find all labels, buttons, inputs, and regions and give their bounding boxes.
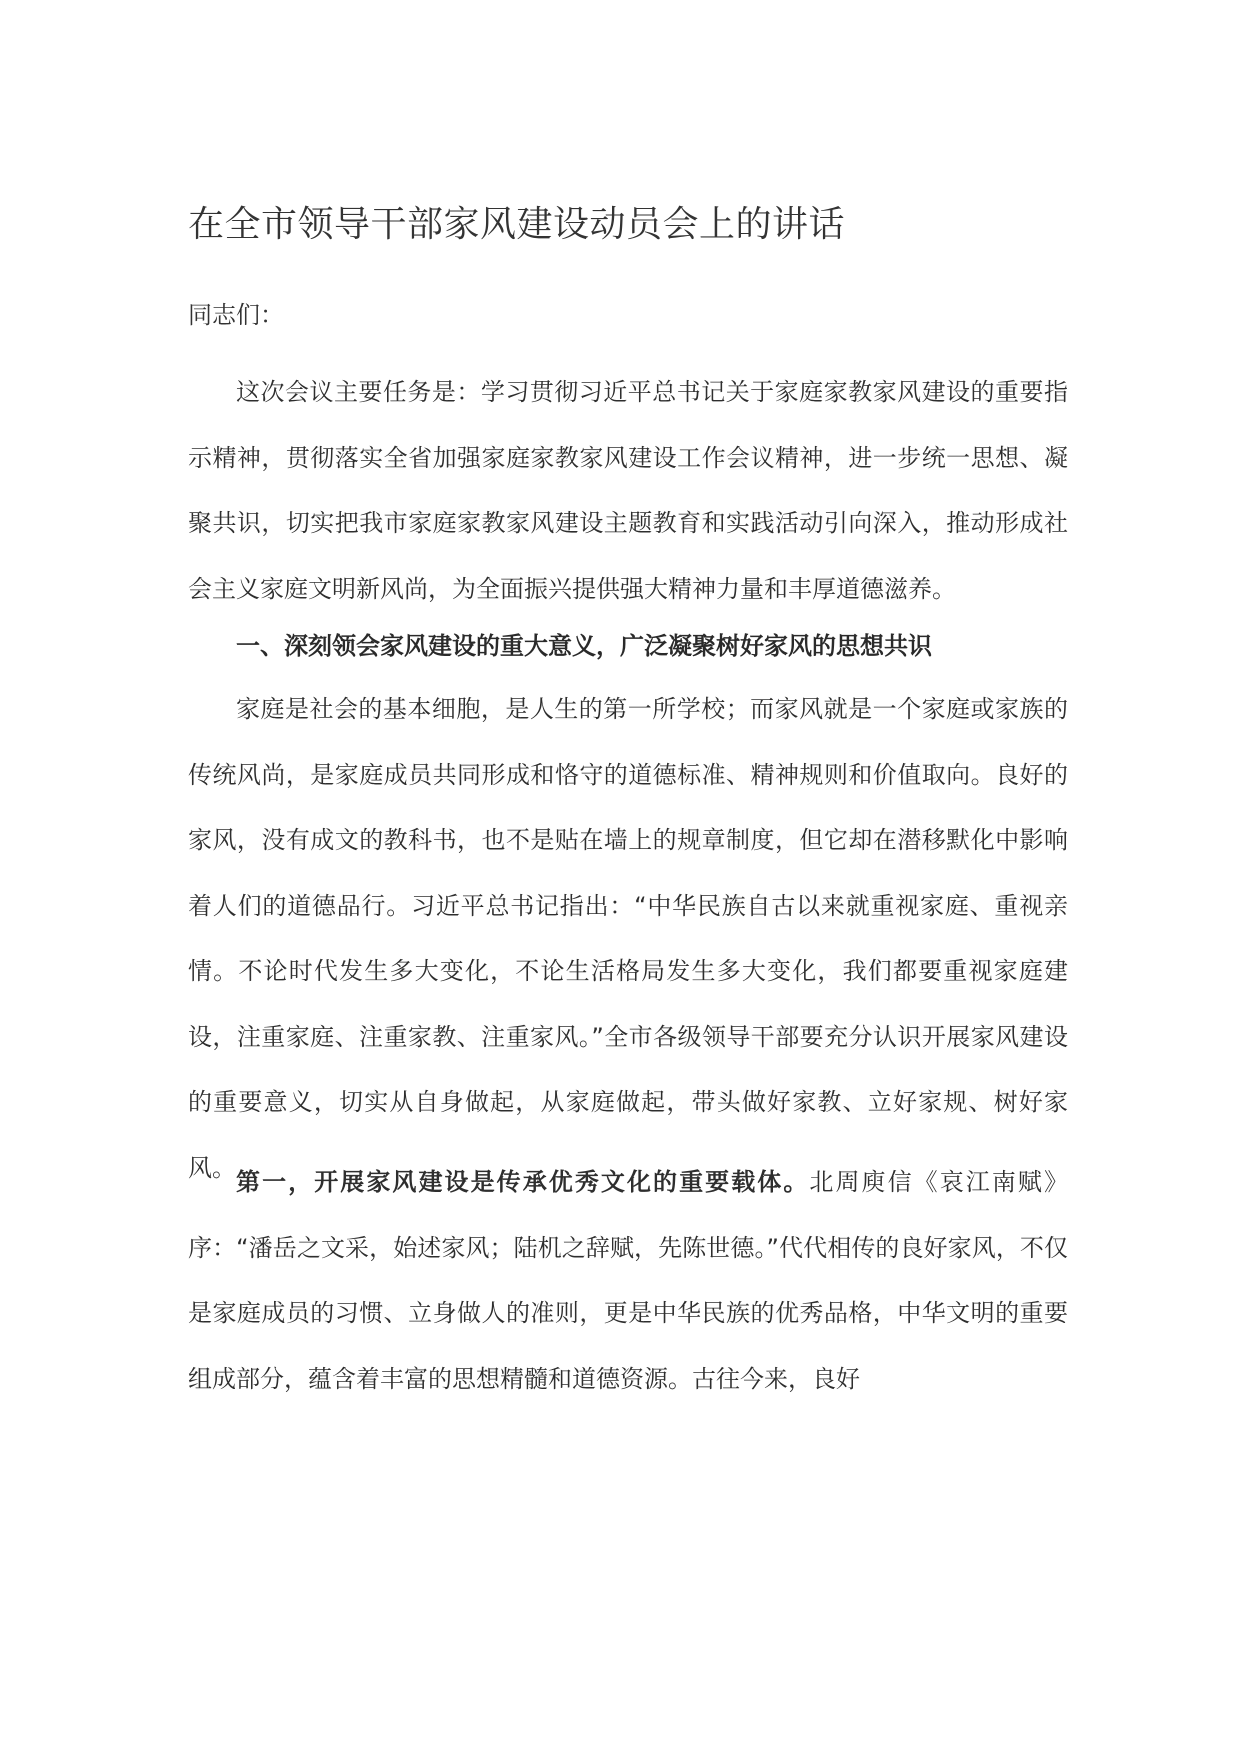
section-heading-1: 一、深刻领会家风建设的重大意义，广泛凝聚树好家风的思想共识 bbox=[236, 632, 932, 660]
document-page bbox=[188, 0, 1068, 1754]
paragraph-intro: 这次会议主要任务是：学习贯彻习近平总书记关于家庭家教家风建设的重要指示精神，贯彻落实全省加强家庭家教家风建设工作会议精神，进一步统一思想、凝聚共识，切实把我市家庭家教家风建设主题教育和实践活动引向深入，推动形成社会主义家庭文明新风尚，为全面振兴提供强大精神力量和丰厚道德滋养。 bbox=[188, 378, 1068, 603]
paragraph-first-point bbox=[188, 1150, 1068, 1412]
paragraph-body-text: 北周庾信《哀江南赋》序：“潘岳之文采，始述家风；陆机之辞赋，先陈世德。”代代相传的良好家风，不仅是家庭成员的习惯、立身做人的准则，更是中华民族的优秀品格，中华文明的重要组成部分，蕴含着丰富的思想精髓和道德资源。古往今来，良好 bbox=[188, 1168, 1069, 1393]
salutation: 同志们： bbox=[188, 301, 284, 329]
paragraph-family-significance: 家庭是社会的基本细胞，是人生的第一所学校；而家风就是一个家庭或家族的传统风尚，是家庭成员共同形成和恪守的道德标准、精神规则和价值取向。良好的家风，没有成文的教科书，也不是贴在墙上的规章制度，但它却在潜移默化中影响着人们的道德品行。习近平总书记指出：“中华民族自古以来就重视家庭、重视亲情。不论时代发生多大变化，不论生活格局发生多大变化，我们都要重视家庭建设，注重家庭、注重家教、注重家风。”全市各级领导干部要充分认识开展家风建设的重要意义，切实从自身做起，从家庭做起，带头做好家教、立好家规、树好家风。 bbox=[188, 695, 1068, 1182]
document-title: 在全市领导干部家风建设动员会上的讲话 bbox=[188, 204, 846, 245]
paragraph-lead-sentence: 第一，开展家风建设是传承优秀文化的重要载体。 bbox=[236, 1168, 810, 1196]
